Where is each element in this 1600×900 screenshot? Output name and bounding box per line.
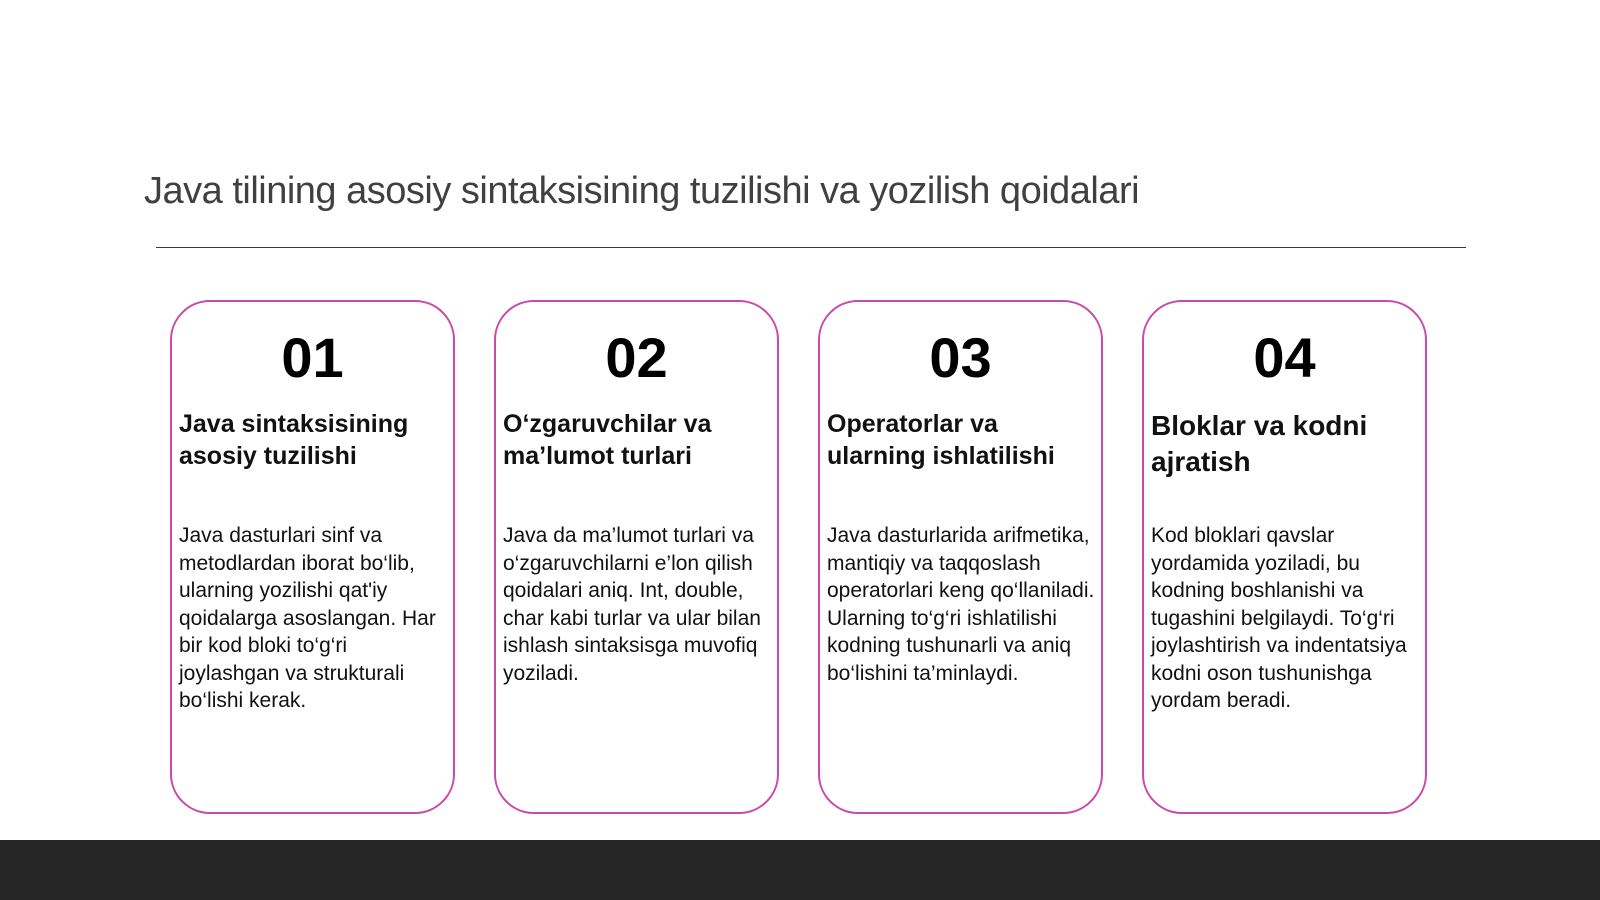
card-body: Kod bloklari qavslar yordamida yoziladi, bu kodning boshlanishi va tugashini belgilaydi. To‘g‘ri joylashtirish va indentatsiya kodni oson tushunishga yordam beradi. [1151, 524, 1407, 712]
card-body: Java da ma’lumot turlari va o‘zgaruvchilarni e’lon qilish qoidalari aniq. Int, double, char kabi turlar va ular bilan ishlash sintaksisga muvofiq yoziladi. [503, 524, 761, 685]
card-heading: Operatorlar va ularning ishlatilishi [827, 410, 1055, 470]
card-number: 01 [281, 326, 344, 389]
footer-bar [0, 840, 1600, 900]
card-02 [494, 300, 779, 814]
title-divider [156, 247, 1466, 248]
slide-title: Java tilining asosiy sintaksisining tuzilishi va yozilish qoidalari [144, 170, 1140, 212]
card-number: 03 [929, 326, 992, 389]
card-number: 02 [605, 326, 668, 389]
card-heading: Java sintaksisining asosiy tuzilishi [179, 410, 409, 470]
card-number: 04 [1253, 326, 1316, 389]
card-03 [818, 300, 1103, 814]
card-heading: Bloklar va kodni ajratish [1151, 410, 1368, 477]
card-04 [1142, 300, 1427, 814]
card-body: Java dasturlarida arifmetika, mantiqiy va taqqoslash operatorlari keng qo‘llaniladi. Ularning to‘g‘ri ishlatilishi kodning tushunarli va aniq bo‘lishini ta’minlaydi. [827, 524, 1095, 685]
card-heading: O‘zgaruvchilar va ma’lumot turlari [503, 410, 712, 470]
card-01 [170, 300, 455, 814]
card-body: Java dasturlari sinf va metodlardan iborat bo‘lib, ularning yozilishi qat'iy qoidalarga asoslangan. Har bir kod bloki to‘g‘ri joylashgan va strukturali bo‘lishi kerak. [179, 524, 436, 712]
